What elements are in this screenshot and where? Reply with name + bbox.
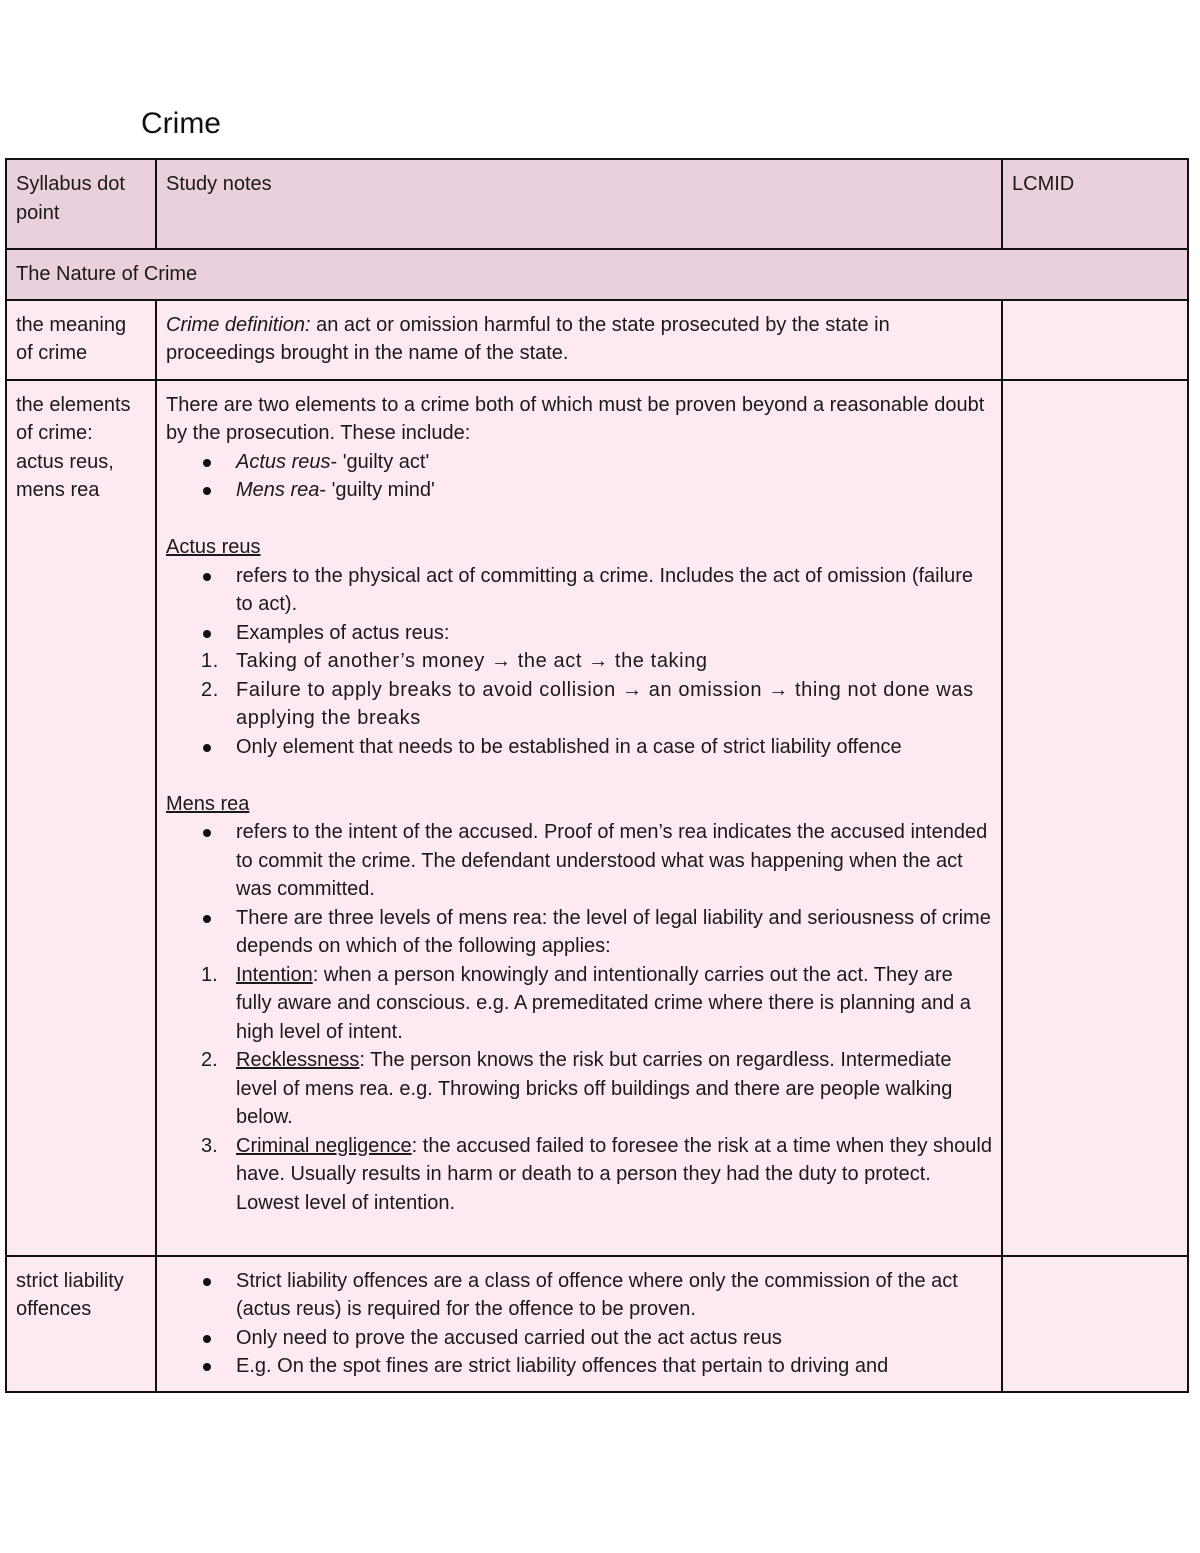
- list-item: [166, 476, 992, 505]
- list-item: Examples of actus reus:: [166, 619, 992, 648]
- list-item: Only need to prove the accused carried out the act actus reus: [166, 1324, 992, 1353]
- notes-meaning: [156, 300, 1002, 380]
- item-text: Taking of another’s money → the act → the taking: [236, 650, 708, 672]
- dot-point-strict: strict liability offences: [6, 1256, 156, 1392]
- item-term: Criminal negligence: [236, 1134, 412, 1157]
- item-text: : when a person knowingly and intentionally carries out the act. They are fully aware and conscious. e.g. A premeditated crime where there is planning and a high level of intent.: [236, 963, 971, 1043]
- crime-definition-text: an act or omission harmful to the state prosecuted by the state in proceedings brought in the name of the state.: [166, 313, 890, 364]
- lcmid-elements: [1002, 380, 1188, 1256]
- list-item: There are three levels of mens rea: the level of legal liability and seriousness of crime depends on which of the following applies:: [166, 904, 992, 961]
- list-item: refers to the physical act of committing a crime. Includes the act of omission (failure to act).: [166, 562, 992, 619]
- item-term: Intention: [236, 963, 313, 986]
- elements-intro-list: [166, 448, 992, 505]
- section-title: The Nature of Crime: [6, 249, 1188, 300]
- lcmid-strict: [1002, 1256, 1188, 1392]
- study-notes-table: [5, 158, 1189, 1393]
- item-text: : The person knows the risk but carries on regardless. Intermediate level of mens rea. e.g. Throwing bricks off buildings and there are people walking below.: [236, 1049, 953, 1128]
- item-term: Recklessness: [236, 1049, 360, 1071]
- table-row: [6, 300, 1188, 380]
- item-number: 2.: [201, 678, 219, 701]
- elements-intro: There are two elements to a crime both of which must be proven beyond a reasonable doubt by the prosecution. These include:: [166, 393, 985, 444]
- mens-rea-list: [166, 818, 992, 961]
- dot-point-meaning: the meaning of crime: [6, 300, 156, 380]
- actus-reus-heading: Actus reus: [166, 536, 261, 558]
- numbered-item: [166, 1132, 992, 1218]
- lcmid-meaning: [1002, 300, 1188, 380]
- table-row: [6, 380, 1188, 1256]
- header-lcmid: LCMID: [1002, 159, 1188, 249]
- list-item: Strict liability offences are a class of offence where only the commission of the act (actus reus) is required for the offence to be proven.: [166, 1267, 992, 1324]
- page-title: Crime: [141, 107, 221, 140]
- list-item: Only element that needs to be established in a case of strict liability offence: [166, 733, 992, 762]
- section-row: [6, 249, 1188, 300]
- list-item: [166, 448, 992, 477]
- item-number: 1.: [201, 650, 219, 672]
- item-text: : the accused failed to foresee the risk at a time when they should have. Usually results in harm or death to a person they had the duty to protect. Lowest level of intention.: [236, 1134, 992, 1214]
- notes-strict: [156, 1256, 1002, 1392]
- actus-reus-list-cont: [166, 733, 992, 762]
- dot-point-elements: the elements of crime: actus reus, mens rea: [6, 380, 156, 1256]
- numbered-item: [166, 961, 992, 1047]
- actus-reus-list: [166, 562, 992, 648]
- actus-reus-examples: [166, 647, 992, 733]
- item-text: Failure to apply breaks to avoid collision → an omission → thing not done was applying the breaks: [236, 678, 974, 729]
- crime-definition-label: Crime definition:: [166, 313, 311, 336]
- mens-rea-levels: [166, 961, 992, 1218]
- list-item-term: Actus reus: [236, 450, 331, 473]
- list-item: E.g. On the spot fines are strict liability offences that pertain to driving and: [166, 1352, 992, 1381]
- item-number: 2.: [201, 1049, 218, 1071]
- table-header-row: [6, 159, 1188, 249]
- header-study-notes: Study notes: [156, 159, 1002, 249]
- list-item: refers to the intent of the accused. Proof of men’s rea indicates the accused intended to commit the crime. The defendant understood what was happening when the act was committed.: [166, 818, 992, 904]
- numbered-item: [166, 1046, 992, 1132]
- numbered-item: [166, 676, 992, 733]
- list-item-text: - 'guilty act': [330, 450, 430, 473]
- header-syllabus-dot-point: Syllabus dot point: [6, 159, 156, 249]
- list-item-text: - 'guilty mind': [319, 479, 435, 501]
- item-number: 3.: [201, 1134, 218, 1157]
- numbered-item: [166, 647, 992, 676]
- notes-elements: [156, 380, 1002, 1256]
- table-row: [6, 1256, 1188, 1392]
- strict-list: [166, 1267, 992, 1381]
- item-number: 1.: [201, 963, 218, 986]
- list-item-term: Mens rea: [236, 479, 320, 501]
- mens-rea-heading: Mens rea: [166, 792, 250, 815]
